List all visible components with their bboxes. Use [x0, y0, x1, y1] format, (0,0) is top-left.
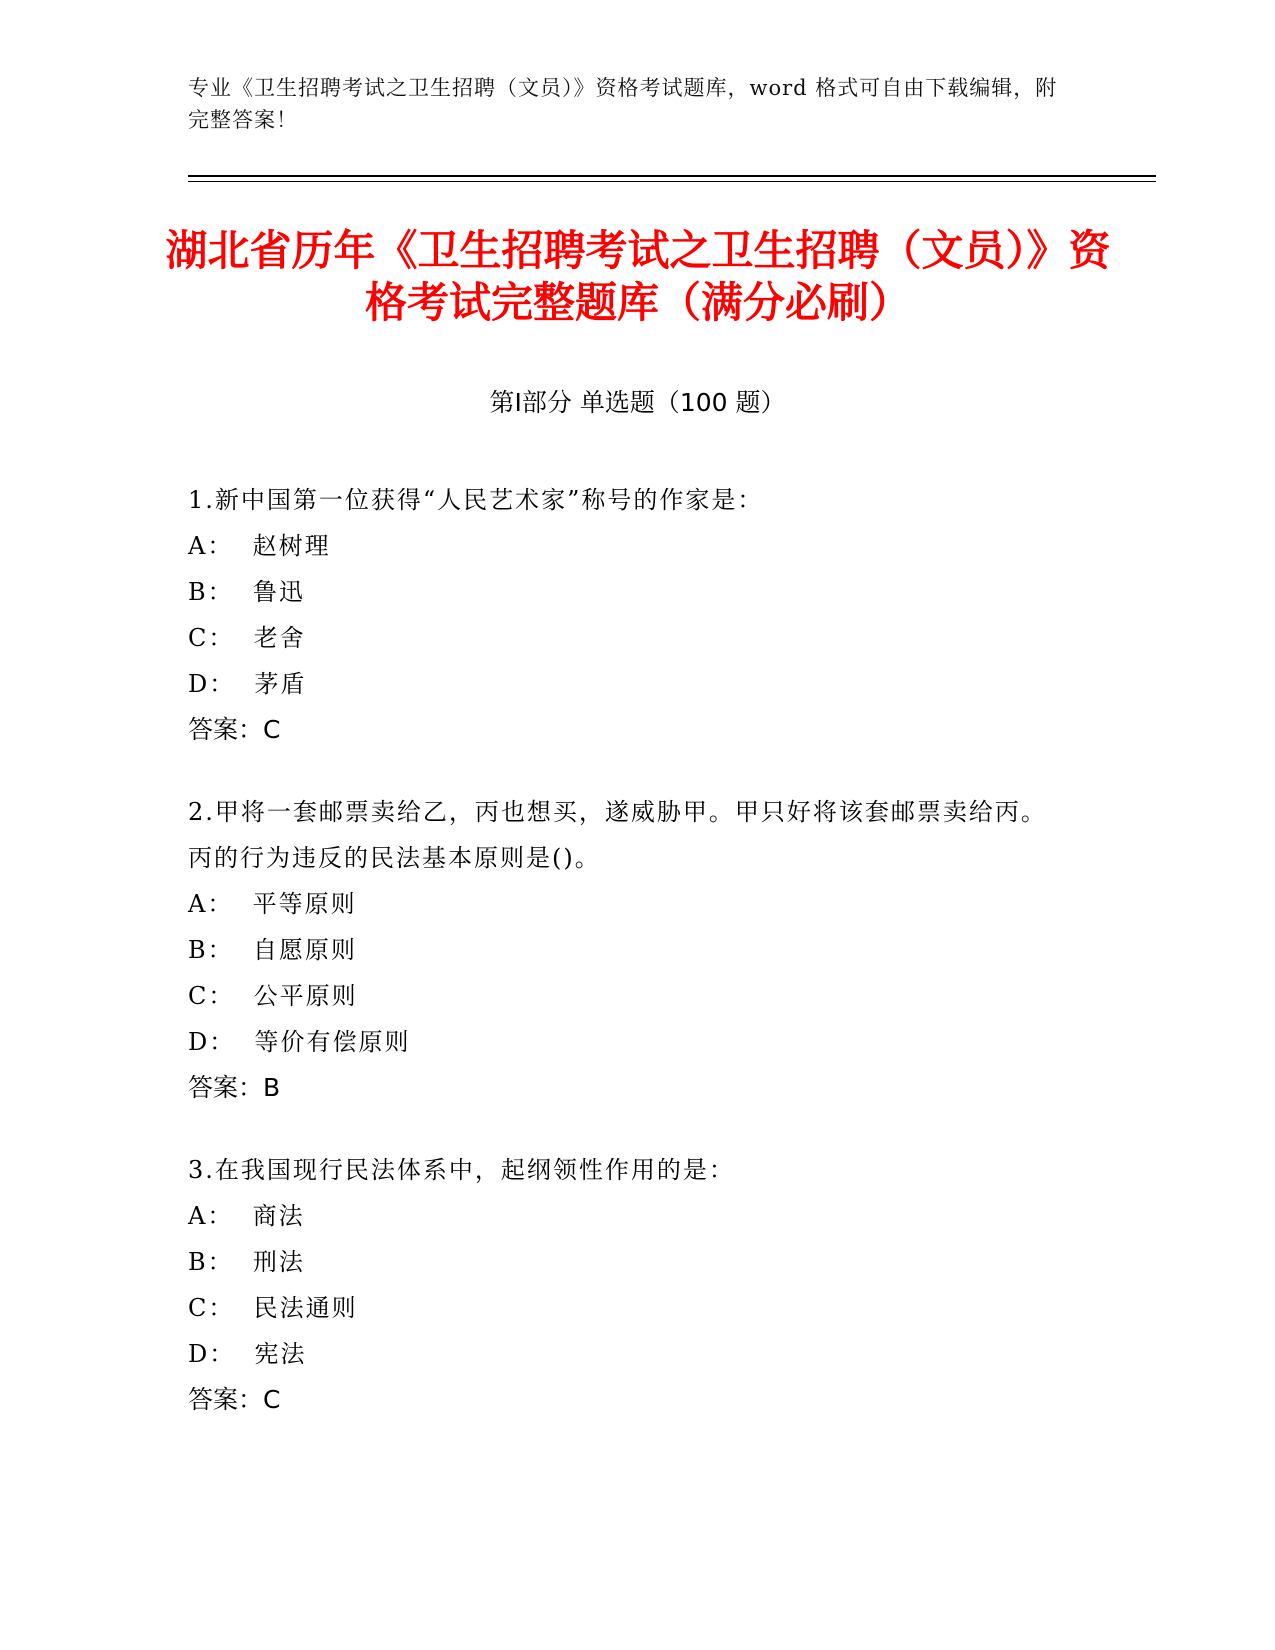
- option-a: A： 赵树理: [188, 532, 331, 560]
- option-c: C： 老舍: [188, 624, 306, 652]
- question-2: [188, 789, 1068, 1111]
- option-a: A： 平等原则: [188, 890, 357, 918]
- option-c: C： 公平原则: [188, 982, 358, 1010]
- document-title: 湖北省历年《卫生招聘考试之卫生招聘（文员）》资格考试完整题库（满分必刷）: [165, 226, 1111, 327]
- option-d: D： 茅盾: [188, 670, 307, 698]
- header-divider-thin: [188, 181, 1156, 182]
- option-d: D： 宪法: [188, 1340, 307, 1368]
- option-b: B： 自愿原则: [188, 936, 357, 964]
- option-d: D： 等价有偿原则: [188, 1028, 411, 1056]
- section-title: 第Ⅰ部分 单选题（100 题）: [489, 388, 786, 417]
- header-note: 专业《卫生招聘考试之卫生招聘（文员）》资格考试题库，word 格式可自由下载编辑，附完整答案！: [188, 76, 1058, 132]
- question-stem: 2.甲将一套邮票卖给乙，丙也想买，遂威胁甲。甲只好将该套邮票卖给丙。丙的行为违反的民法基本原则是()。: [188, 798, 1047, 872]
- question-list: [188, 477, 1068, 1459]
- question-3: [188, 1147, 1068, 1423]
- answer-line: 答案：C: [188, 1385, 281, 1414]
- header-divider-thick: [188, 175, 1156, 177]
- answer-line: 答案：C: [188, 715, 281, 744]
- option-b: B： 刑法: [188, 1248, 305, 1276]
- question-1: [188, 477, 1068, 753]
- option-c: C： 民法通则: [188, 1294, 358, 1322]
- answer-line: 答案：B: [188, 1073, 281, 1102]
- question-stem: 3.在我国现行民法体系中，起纲领性作用的是：: [188, 1156, 735, 1184]
- question-stem: 1.新中国第一位获得“人民艺术家”称号的作家是：: [188, 486, 764, 514]
- option-a: A： 商法: [188, 1202, 305, 1230]
- option-b: B： 鲁迅: [188, 578, 305, 606]
